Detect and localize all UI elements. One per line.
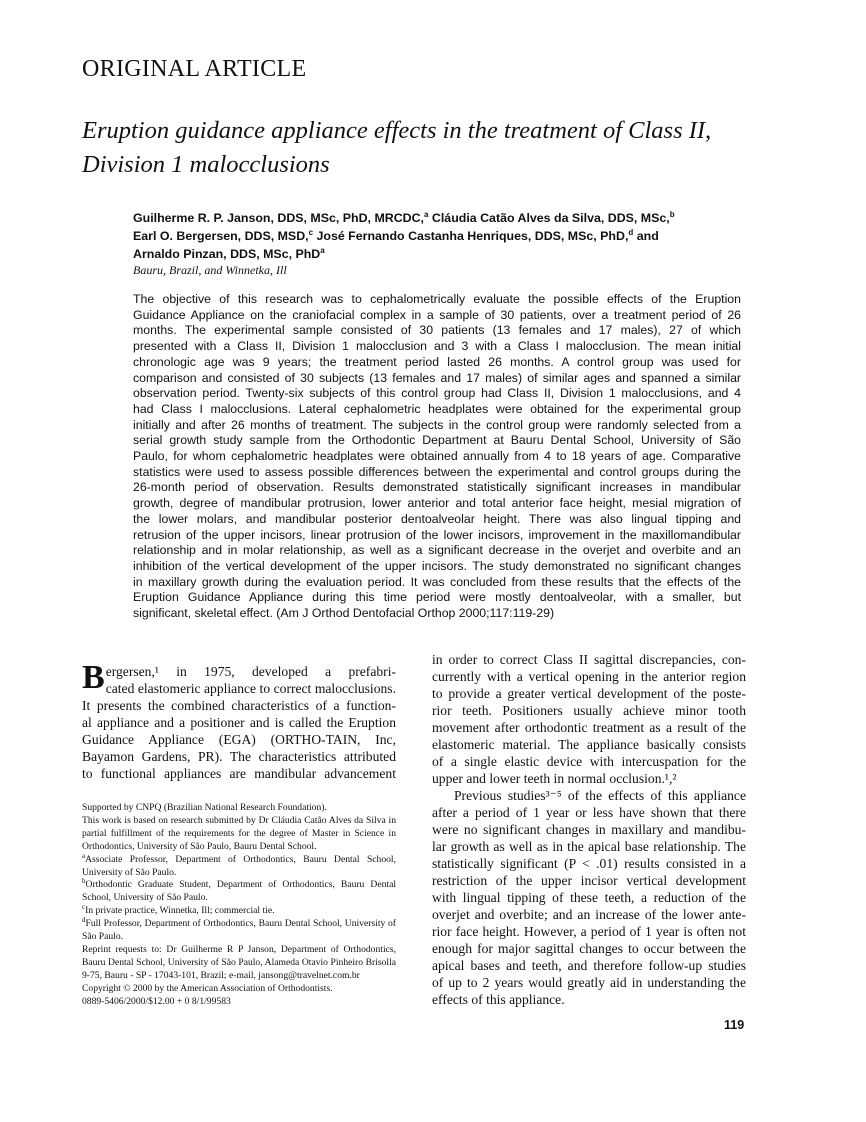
drop-cap: B [82, 659, 105, 696]
abstract-line: presented with a Class II, Division 1 malocclusion and 3 with a Class I malocclusion. The mean initial [133, 339, 741, 354]
footnote-text: This work is based on research submitted by Dr Cláudia Catão Alves da Silva in partial fulfillment of the requirements for the degree of Master in Science in Orthodontics, University of São Paulo, Bauru Dental School. [82, 814, 396, 852]
footnote-marker: d [82, 915, 86, 924]
abstract-line: comparison and consisted of 30 subjects (13 females and 17 males) of similar ages and spanned a similar [133, 370, 741, 385]
footnote [82, 944, 396, 983]
body-line: Guidance Appliance (EGA) (ORTHO-TAIN, Inc, [82, 732, 396, 747]
footnote-text: Associate Professor, Department of Orthodontics, Bauru Dental School, University of São Paulo. [82, 853, 396, 878]
body-line: overjet and overbite; and an increase of the lower ante- [432, 907, 746, 922]
footnote-text: Full Professor, Department of Orthodontics, Bauru Dental School, University of São Paulo. [82, 918, 396, 943]
footnote-text: Supported by CNPQ (Brazilian National Research Foundation). [82, 802, 327, 813]
body-line: were no significant changes in maxillary and mandibu- [432, 822, 746, 837]
body-line: effects of this appliance. [432, 992, 565, 1007]
body-column-left [82, 657, 396, 782]
author-text: Guilherme R. P. Janson, DDS, MSc, PhD, MRCDC, [133, 211, 425, 225]
section-label: ORIGINAL ARTICLE [82, 56, 307, 82]
footnote-marker: b [82, 877, 86, 886]
body-line: al appliance and a positioner and is called the Eruption [82, 715, 396, 730]
author-text: Earl O. Bergersen, DDS, MSD, [133, 229, 309, 243]
first-line-text: ergersen,¹ in 1975, developed a prefabri- [105, 664, 396, 679]
abstract-line: retrusion of the upper incisors, linear protrusion of the lower incisors, improvement in the maxillomandibular [133, 527, 741, 542]
affiliation-marker: b [669, 209, 675, 219]
author-text: and [633, 229, 659, 243]
body-line: elastomeric material. The appliance basically consists [432, 737, 746, 752]
affiliation-marker: a [320, 245, 325, 255]
footnote-marker: c [82, 903, 86, 912]
affiliation-marker: c [308, 227, 314, 237]
footnote [82, 905, 396, 918]
author-line [133, 209, 675, 227]
body-line: cated elastomeric appliance to correct malocclusions. [105, 681, 396, 696]
abstract-line: observation period. Twenty-six subjects of this control group had Class II, Division 1 malocclusions, and 4 [133, 386, 741, 401]
abstract-line: initially and after 26 months of treatment. The subjects in the control group were randomly selected from a [133, 417, 741, 432]
body-line: rior teeth. Positioners usually achieve minor tooth [432, 703, 746, 718]
author-list [133, 209, 675, 263]
title-line: Eruption guidance appliance effects in the treatment of Class II, [82, 117, 712, 144]
footnote-text: 0889-5406/2000/$12.00 + 0 8/1/99583 [82, 995, 231, 1007]
affiliation-marker: d [628, 227, 634, 237]
abstract-line: significant, skeletal effect. (Am J Orthod Dentofacial Orthop 2000;117:119-29) [133, 606, 555, 621]
body-line: Previous studies³⁻⁵ of the effects of this appliance [454, 788, 746, 803]
abstract-line: in maxillary growth during the evaluation period. It was concluded from these results that the effects of the [133, 574, 741, 589]
body-line: enough for major sagittal changes to occur between the [432, 941, 746, 956]
body-line: to functional appliances are mandibular advancement [82, 766, 396, 781]
author-text: José Fernando Castanha Henriques, DDS, MSc, PhD, [313, 229, 629, 243]
body-line: movement after orthodontic treatment as a result of the [432, 720, 746, 735]
abstract-line: had Class I malocclusions. Lateral cephalometric headplates were obtained for the experimental group [133, 401, 741, 416]
body-line: upper and lower teeth in normal occlusion.¹,² [432, 771, 677, 786]
abstract-line: months. The experimental sample consisted of 30 patients (13 females and 17 males), 27 of which [133, 323, 741, 338]
abstract-line: growth, degree of mandibular protrusion, lower anterior and total anterior face height, mesial migration of [133, 496, 741, 511]
footnote [82, 915, 396, 944]
abstract-line: 26-month period of observation. Results demonstrated statistically significant increases in mandibular [133, 480, 741, 495]
abstract-line: relationship and in molar relationship, as well as a significant decrease in the overjet and overbite and an [133, 543, 741, 558]
body-line: It presents the combined characteristics of a function- [82, 698, 396, 713]
page-number: 119 [724, 1018, 745, 1032]
footnote-marker: a [82, 851, 86, 860]
footnote [82, 996, 396, 1009]
abstract-line: The objective of this research was to cephalometrically evaluate the possible effects of the Eruption [133, 292, 741, 306]
abstract-line: Paulo, for whom cephalometric headplates were obtained annually from 4 to 18 years of age. Comparative [133, 449, 741, 464]
body-line: in order to correct Class II sagittal discrepancies, con- [432, 652, 746, 667]
article-title [82, 114, 711, 182]
title-line: Division 1 malocclusions [82, 151, 330, 178]
body-line: to provide a greater vertical development of the poste- [432, 686, 746, 701]
footnote [82, 983, 396, 996]
body-line: currently with a vertical opening in the anterior region [432, 669, 746, 684]
abstract-line: chronologic age was 9 years; the treatment period lasted 26 months. A control group was used for [133, 354, 741, 369]
body-column-right [432, 651, 746, 1008]
footnote [82, 802, 396, 815]
body-line: restriction of the upper incisor vertical development [432, 873, 746, 888]
body-line: statistically significant (P < .01) results consisted in a [432, 856, 746, 871]
abstract-line: serial growth study sample from the Orthodontic Department at Bauru Dental School, University of São [133, 433, 741, 448]
body-line: with lingual tipping of these teeth, a reduction of the [432, 890, 746, 905]
footnotes [82, 802, 396, 1009]
footnote-text: Orthodontic Graduate Student, Department of Orthodontics, Bauru Dental School, University of São Paulo. [82, 879, 396, 904]
footnote-text: In private practice, Winnetka, Ill; commercial tie. [85, 905, 275, 917]
affiliation-marker: a [424, 209, 429, 219]
footnote-text: Copyright © 2000 by the American Association of Orthodontists. [82, 982, 333, 994]
abstract-line: Eruption Guidance Appliance during this time period were mostly dentoalveolar, with a smaller, but [133, 590, 741, 605]
footnote-text: Reprint requests to: Dr Guilherme R P Janson, Department of Orthodontics, Bauru Dental School, University of São Paulo, Alameda Otavio Pinheiro Brisolla 9-75, Bauru - SP - 17043-101, Brazil; e-mail, jansong@travelnet.com.br [82, 943, 396, 981]
abstract-line: Guidance Appliance on the craniofacial complex in a sample of 30 patients, over a treatment period of 26 [133, 307, 741, 322]
body-line: of a single elastic device with intercuspation for the [432, 754, 746, 769]
body-line: of up to 2 years would greatly aid in understanding the [432, 975, 746, 990]
abstract-line: statistics were used to assess possible differences between the experimental and control groups during the [133, 464, 741, 479]
abstract-line: the lower molars, and mandibular posterior dentoalveolar height. There was also lingual tipping and [133, 511, 741, 526]
body-line: after a period of 1 year or less have shown that there [432, 805, 746, 820]
body-line: apical bases and teeth, and therefore follow-up studies [432, 958, 746, 973]
body-line: rior face height. However, a period of 1 year is often not [432, 924, 746, 939]
affiliation: Bauru, Brazil, and Winnetka, Ill [133, 263, 287, 277]
author-text: Arnaldo Pinzan, DDS, MSc, PhD [133, 247, 321, 261]
author-line [133, 227, 675, 245]
author-text: Cláudia Catão Alves da Silva, DDS, MSc, [428, 211, 670, 225]
footnote [82, 851, 396, 880]
author-line [133, 245, 675, 263]
abstract-line: inhibition of the vertical development of the upper incisors. The study demonstrated no significant changes [133, 558, 741, 573]
abstract [133, 292, 741, 622]
body-line: Bayamon Gardens, PR). The characteristics attributed [82, 749, 396, 764]
footnote [82, 879, 396, 905]
footnote [82, 815, 396, 854]
body-line: lar growth as well as in the apical base relationship. The [432, 839, 746, 854]
